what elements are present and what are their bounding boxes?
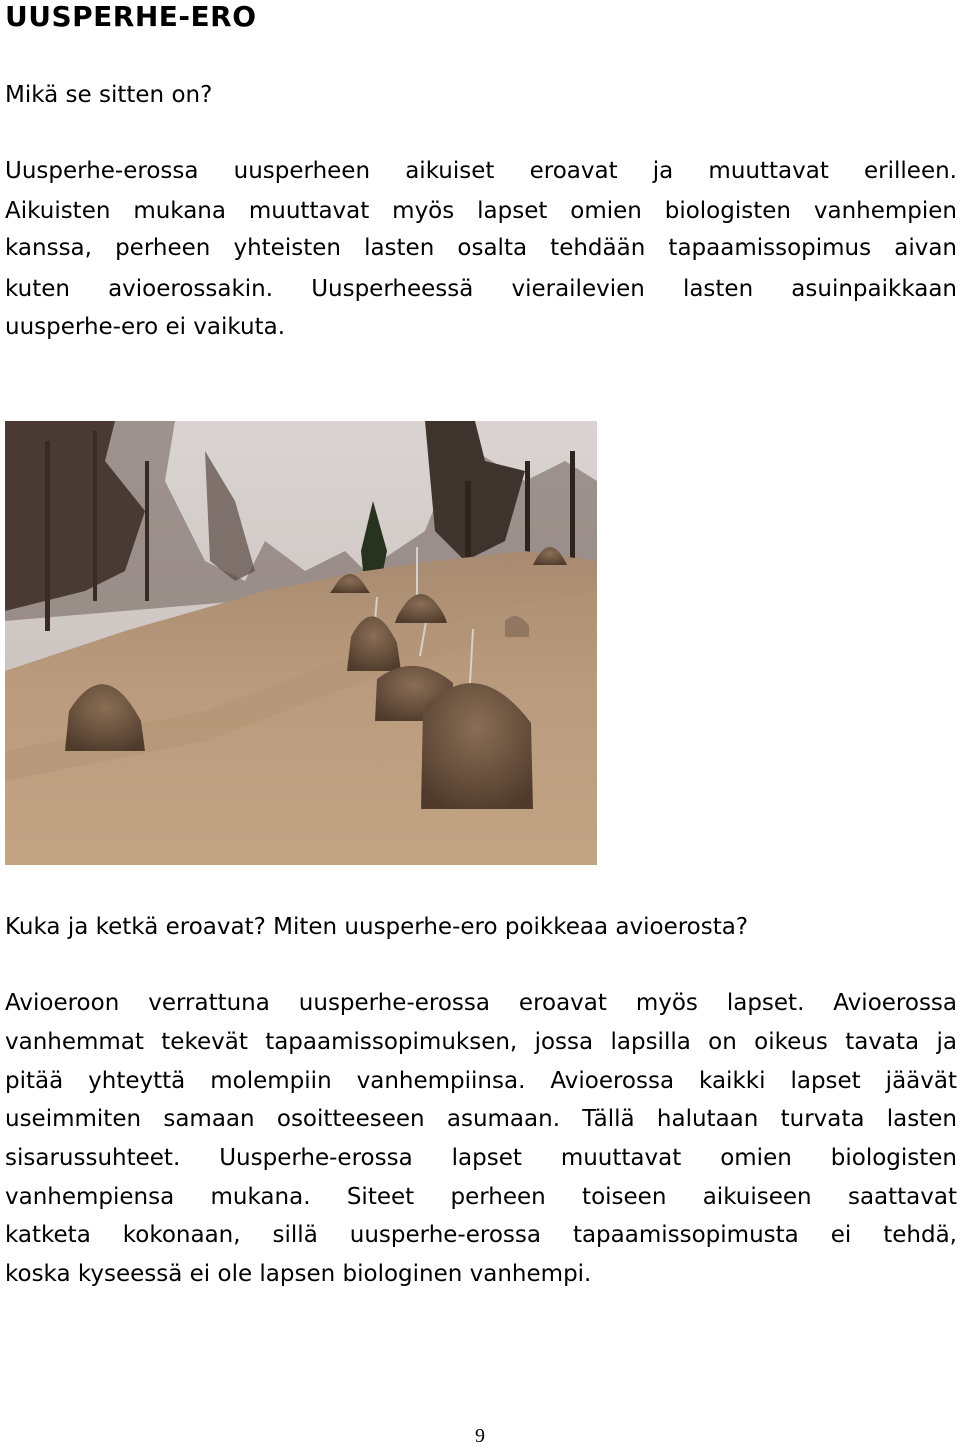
haystacks-photo [5,421,597,865]
paragraph-line: pitää yhteyttä molempiin vanhempiinsa. Avioerossa kaikki lapset jäävät [5,1068,957,1094]
section-heading-what: Mikä se sitten on? [5,82,213,108]
paragraph-line: Avioeroon verrattuna uusperhe-erossa eroavat myös lapset. Avioerossa [5,990,957,1016]
paragraph-line: Aikuisten mukana muuttavat myös lapset omien biologisten vanhempien [5,198,957,224]
page-title: UUSPERHE-ERO [5,0,257,33]
paragraph-line: vanhemmat tekevät tapaamissopimuksen, jossa lapsilla on oikeus tavata ja [5,1029,957,1055]
page-number: 9 [475,1425,485,1447]
paragraph-line: uusperhe-ero ei vaikuta. [5,314,286,340]
paragraph-line: Uusperhe-erossa uusperheen aikuiset eroavat ja muuttavat erilleen. [5,158,957,184]
paragraph-line: sisarussuhteet. Uusperhe-erossa lapset muuttavat omien biologisten [5,1145,957,1171]
paragraph-line: useimmiten samaan osoitteeseen asumaan. Tällä halutaan turvata lasten [5,1106,957,1132]
section-heading-who: Kuka ja ketkä eroavat? Miten uusperhe-ero poikkeaa avioerosta? [5,914,749,940]
paragraph-line: kuten avioerossakin. Uusperheessä vierailevien lasten asuinpaikkaan [5,276,957,302]
paragraph-line: vanhempiensa mukana. Siteet perheen toiseen aikuiseen saattavat [5,1184,957,1210]
paragraph-line: koska kyseessä ei ole lapsen biologinen vanhempi. [5,1261,592,1287]
paragraph-line: katketa kokonaan, sillä uusperhe-erossa tapaamissopimusta ei tehdä, [5,1222,957,1248]
paragraph-line: kanssa, perheen yhteisten lasten osalta tehdään tapaamissopimus aivan [5,235,957,261]
